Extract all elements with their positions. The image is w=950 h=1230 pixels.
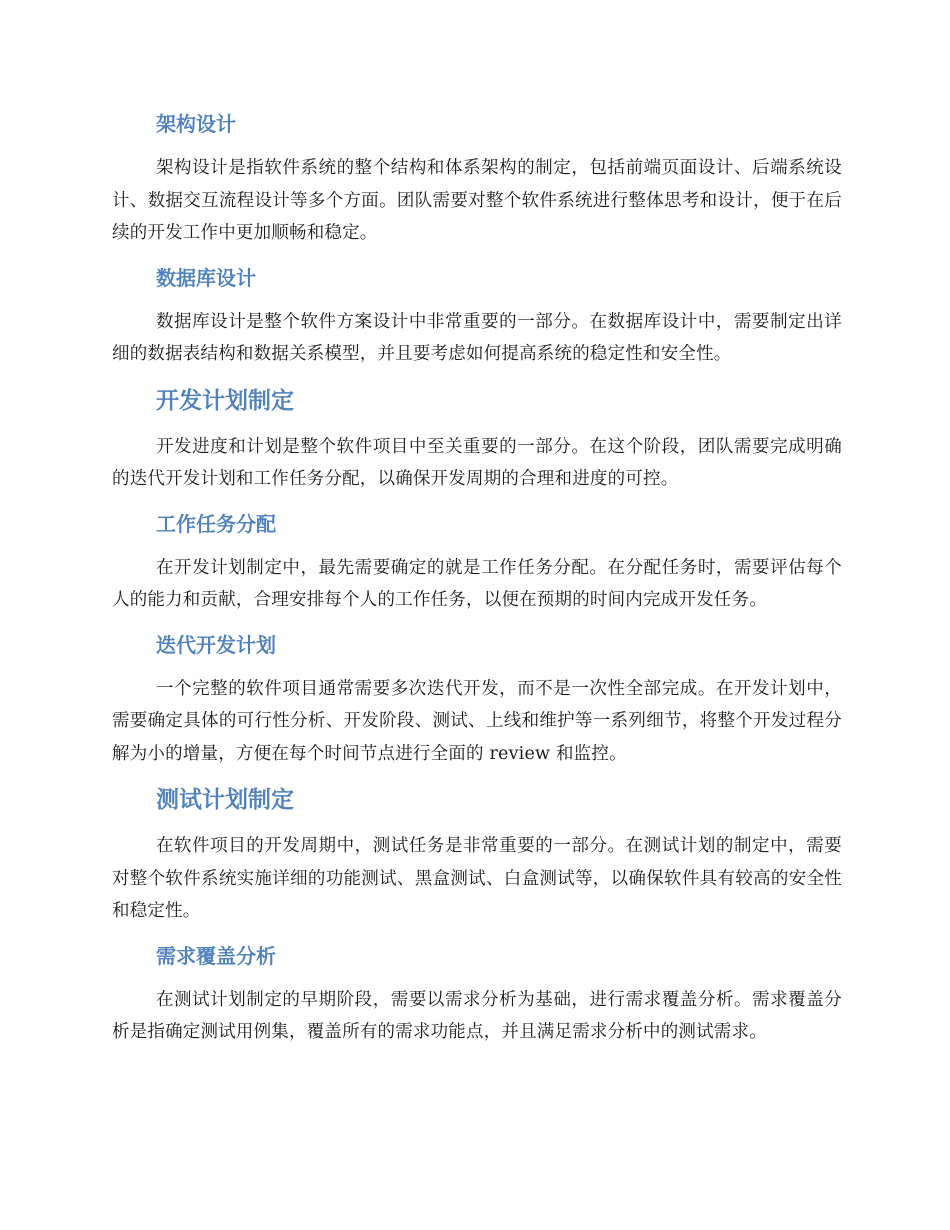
paragraph-requirement-coverage: 在测试计划制定的早期阶段，需要以需求分析为基础，进行需求覆盖分析。需求覆盖分析是指确定测试用例集，覆盖所有的需求功能点，并且满足需求分析中的测试需求。	[112, 989, 842, 1042]
paragraph-development-plan: 开发进度和计划是整个软件项目中至关重要的一部分。在这个阶段，团队需要完成明确的迭代开发计划和工作任务分配，以确保开发周期的合理和进度的可控。	[112, 436, 842, 489]
paragraph-database-design: 数据库设计是整个软件方案设计中非常重要的一部分。在数据库设计中，需要制定出详细的数据表结构和数据关系模型，并且要考虑如何提高系统的稳定性和安全性。	[112, 311, 842, 364]
heading-requirement-coverage: 需求覆盖分析	[156, 943, 276, 968]
heading-iteration-plan: 迭代开发计划	[156, 632, 276, 657]
heading-task-assignment: 工作任务分配	[156, 511, 276, 536]
heading-test-plan: 测试计划制定	[156, 787, 294, 813]
paragraph-task-assignment: 在开发计划制定中，最先需要确定的就是工作任务分配。在分配任务时，需要评估每个人的能力和贡献，合理安排每个人的工作任务，以便在预期的时间内完成开发任务。	[112, 557, 842, 610]
heading-architecture-design: 架构设计	[156, 112, 236, 136]
paragraph-test-plan: 在软件项目的开发周期中，测试任务是非常重要的一部分。在测试计划的制定中，需要对整个软件系统实施详细的功能测试、黑盒测试、白盒测试等，以确保软件具有较高的安全性和稳定性。	[112, 836, 842, 921]
heading-database-design: 数据库设计	[156, 265, 256, 290]
heading-development-plan: 开发计划制定	[156, 387, 294, 414]
paragraph-architecture-design: 架构设计是指软件系统的整个结构和体系架构的制定，包括前端页面设计、后端系统设计、数据交互流程设计等多个方面。团队需要对整个软件系统进行整体思考和设计，便于在后续的开发工作中更加顺畅和稳定。	[112, 158, 842, 243]
document-page	[112, 108, 842, 1049]
paragraph-iteration-plan: 一个完整的软件项目通常需要多次迭代开发，而不是一次性全部完成。在开发计划中，需要确定具体的可行性分析、开发阶段、测试、上线和维护等一系列细节，将整个开发过程分解为小的增量，方便在每个时间节点进行全面的 review 和监控。	[112, 678, 842, 764]
